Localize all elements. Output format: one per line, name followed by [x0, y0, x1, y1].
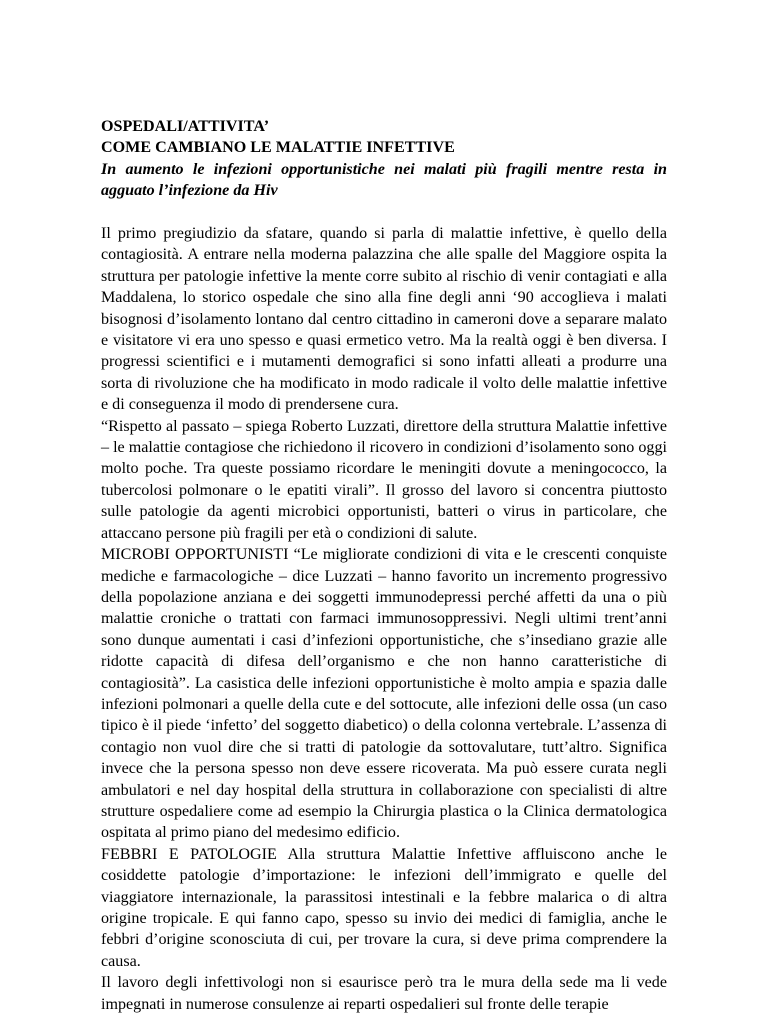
- section-label: OSPEDALI/ATTIVITA’: [101, 118, 270, 135]
- article-subtitle: In aumento le infezioni opportunistiche nei malati più fragili mentre resta in agguato l’infezione da Hiv: [101, 160, 667, 200]
- blank-line: [101, 202, 667, 223]
- body-paragraph: “Rispetto al passato – spiega Roberto Luzzati, direttore della struttura Malattie infettive – le malattie contagiose che richiedono il ricovero in condizioni d’isolamento sono oggi molto poche. Tra queste possiamo ricordare le meningiti dovute a meningococco, la tubercolosi polmonare o le epatiti virali”. Il grosso del lavoro si concentra piuttosto sulle patologie da agenti microbici opportunisti, batteri o virus in particolare, che attaccano persone più fragili per età o condizioni di salute.: [101, 417, 667, 542]
- body-paragraph: MICROBI OPPORTUNISTI “Le migliorate condizioni di vita e le crescenti conquiste mediche e farmacologiche – dice Luzzati – hanno favorito un incremento progressivo della popolazione anziana e dei soggetti immunodepressi perché affetti da una o più malattie croniche o trattati con farmaci immunosoppressivi. Negli ultimi trent’anni sono dunque aumentati i casi d’infezioni opportunistiche, che s’insediano grazie alle ridotte capacità di difesa dell’organismo e che non hanno caratteristiche di contagiosità”. La casistica delle infezioni opportunistiche è molto ampia e spazia dalle infezioni polmonari a quelle della cute e del sottocute, alle infezioni delle ossa (un caso tipico è il piede ‘infetto’ del soggetto diabetico) o della colonna vertebrale. L’assenza di contagio non vuol dire che si tratti di patologie da sottovalutare, tutt’altro. Significa invece che la persona spesso non deve essere ricoverata. Ma può essere curata negli ambulatori e nel day hospital della struttura in collaborazione con specialisti di altre strutture ospedaliere come ad esempio la Chirurgia plastica o la Clinica dermatologica ospitata al primo piano del medesimo edificio.: [101, 546, 667, 842]
- article-title: COME CAMBIANO LE MALATTIE INFETTIVE: [101, 139, 455, 157]
- body-paragraph: Il primo pregiudizio da sfatare, quando si parla di malattie infettive, è quello della contagiosità. A entrare nella moderna palazzina che alle spalle del Maggiore ospita la struttura per patologie infettive la mente corre subito al rischio di venir contagiati e alla Maddalena, lo storico ospedale che sino alla fine degli anni ‘90 accoglieva i malati bisognosi d’isolamento lontano dal centro cittadino in cameroni dove a separare malato e visitatore vi era uno spesso e quasi ermetico vetro. Ma la realtà oggi è ben diversa. I progressi scientifici e i mutamenti demografici si sono infatti alleati a produrre una sorta di rivoluzione che ha modificato in modo radicale il volto delle malattie infettive e di conseguenza il modo di prendersene cura.: [101, 225, 667, 414]
- body-paragraph: Il lavoro degli infettivologi non si esaurisce però tra le mura della sede ma li vede impegnati in numerose consulenze ai reparti ospedalieri sul fronte delle terapie: [101, 974, 667, 1013]
- document-page: [101, 116, 667, 1015]
- body-paragraph: FEBBRI E PATOLOGIE Alla struttura Malattie Infettive affluiscono anche le cosiddette patologie d’importazione: le infezioni dell’immigrato e quelle del viaggiatore internazionale, la parassitosi intestinali e la febbre malarica o di altra origine tropicale. E qui fanno capo, spesso su invio dei medici di famiglia, anche le febbri d’origine sconosciuta di cui, per trovare la cura, si deve prima comprendere la causa.: [101, 845, 667, 970]
